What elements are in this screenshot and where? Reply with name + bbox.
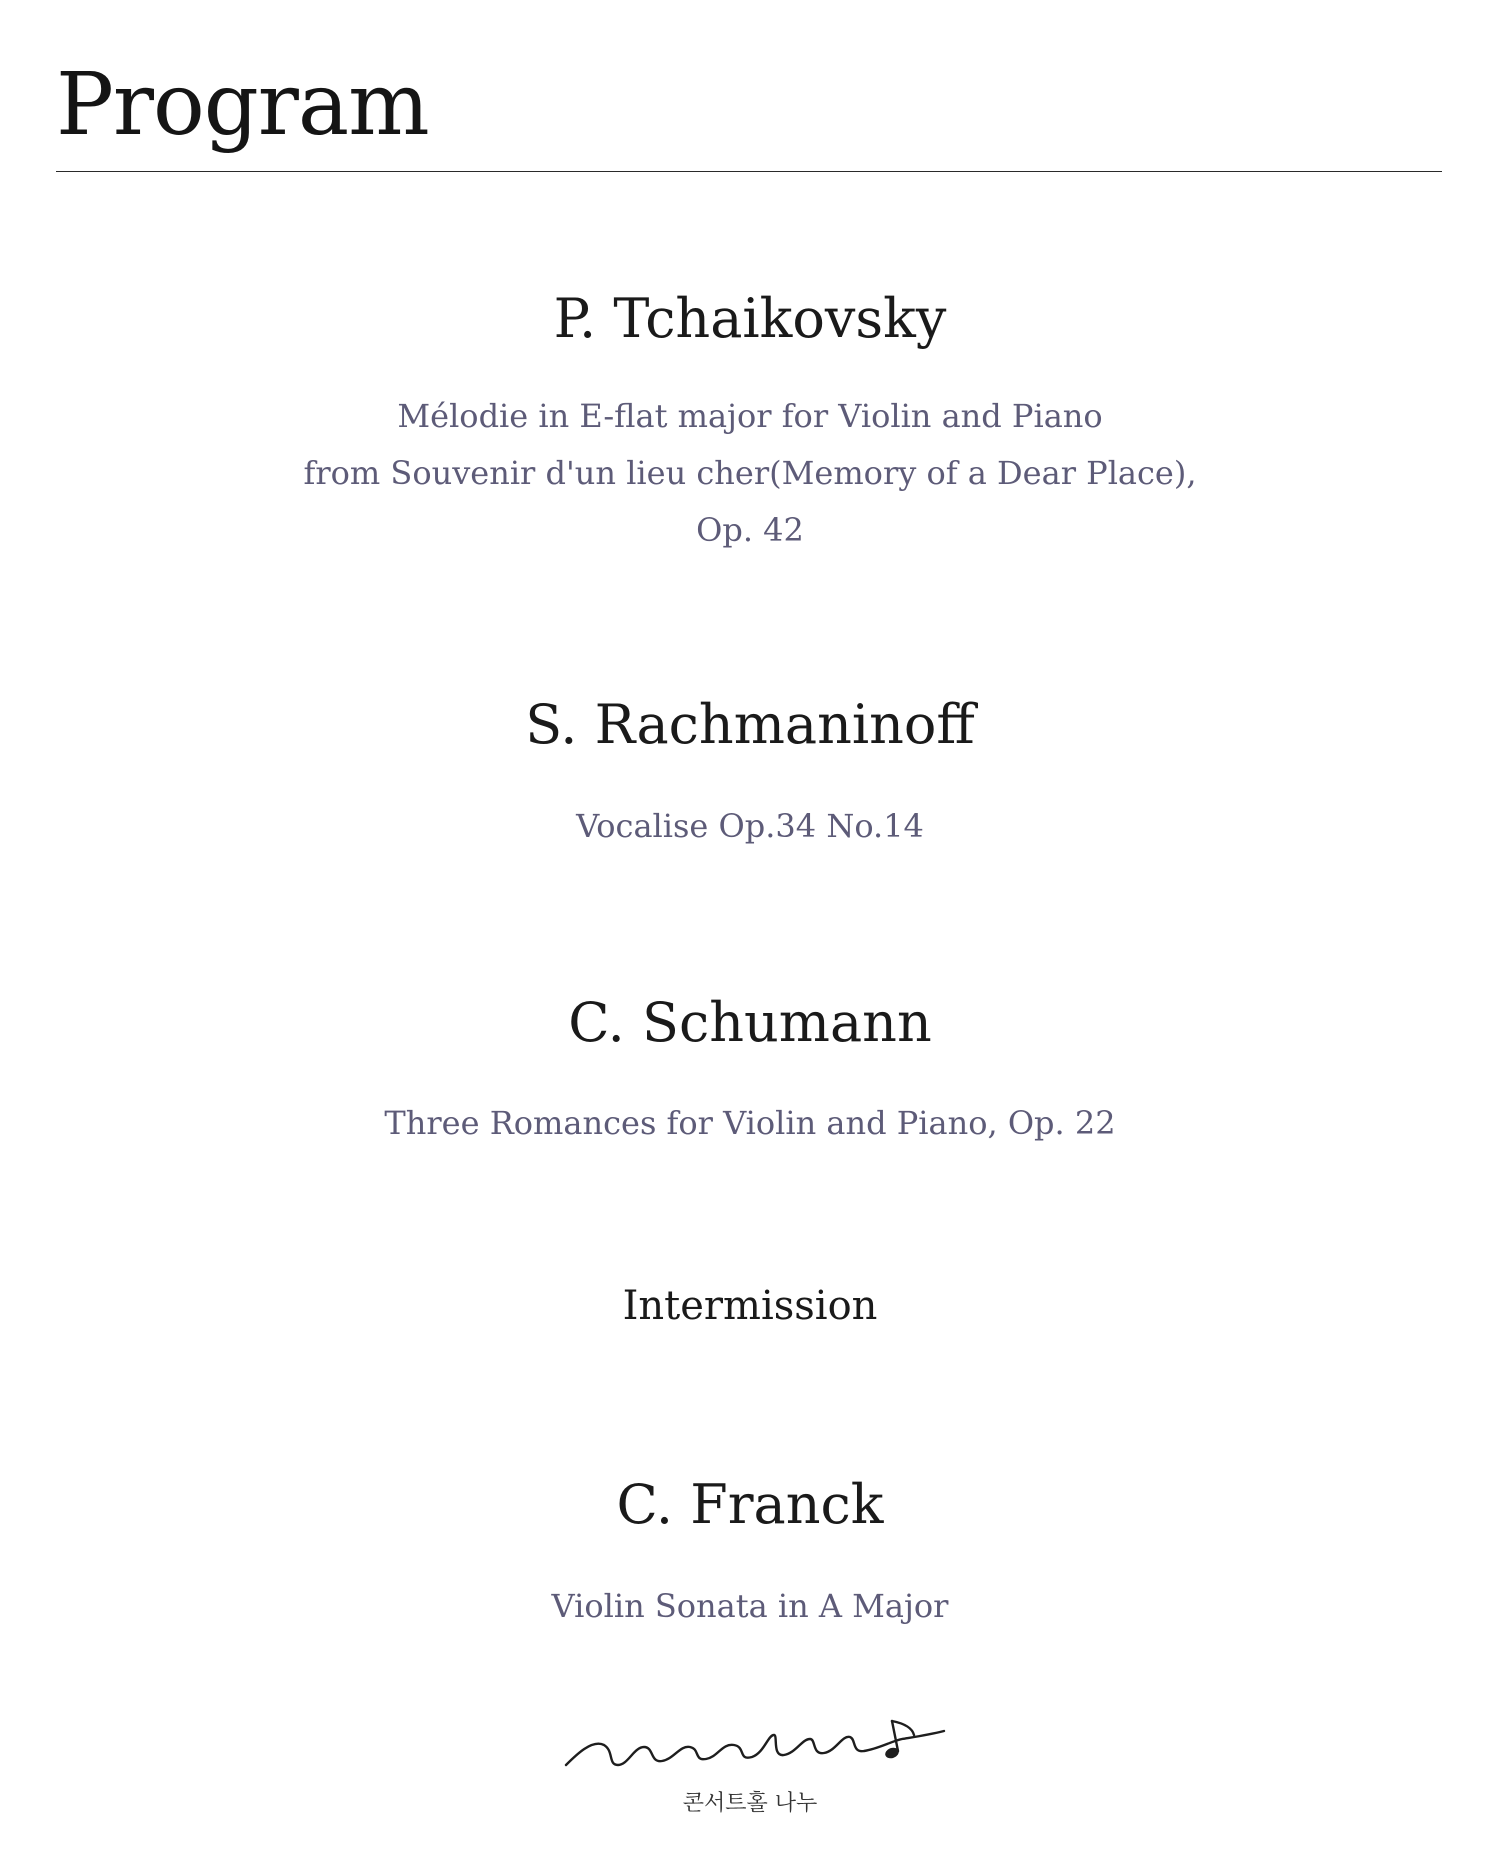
composer-franck: C. Franck (616, 1473, 884, 1536)
title-divider (56, 171, 1442, 172)
composer-schumann: C. Schumann (568, 991, 932, 1054)
work-tchaikovsky-line-1: Mélodie in E-flat major for Violin and Piano (397, 397, 1103, 435)
logo-caption: 콘서트홀 나누 (682, 1791, 818, 1816)
work-franck: Violin Sonata in A Major (551, 1587, 949, 1625)
handwritten-signature-logo-icon (562, 1705, 948, 1775)
work-tchaikovsky-line-2: from Souvenir d'un lieu cher(Memory of a Dear Place), (303, 454, 1197, 492)
work-tchaikovsky-line-3: Op. 42 (696, 511, 804, 549)
composer-tchaikovsky: P. Tchaikovsky (553, 287, 947, 350)
page-title: Program (56, 55, 429, 155)
work-rachmaninoff: Vocalise Op.34 No.14 (576, 807, 924, 845)
work-schumann: Three Romances for Violin and Piano, Op. 22 (384, 1104, 1116, 1142)
composer-rachmaninoff: S. Rachmaninoff (525, 693, 975, 756)
intermission-label: Intermission (622, 1283, 878, 1329)
